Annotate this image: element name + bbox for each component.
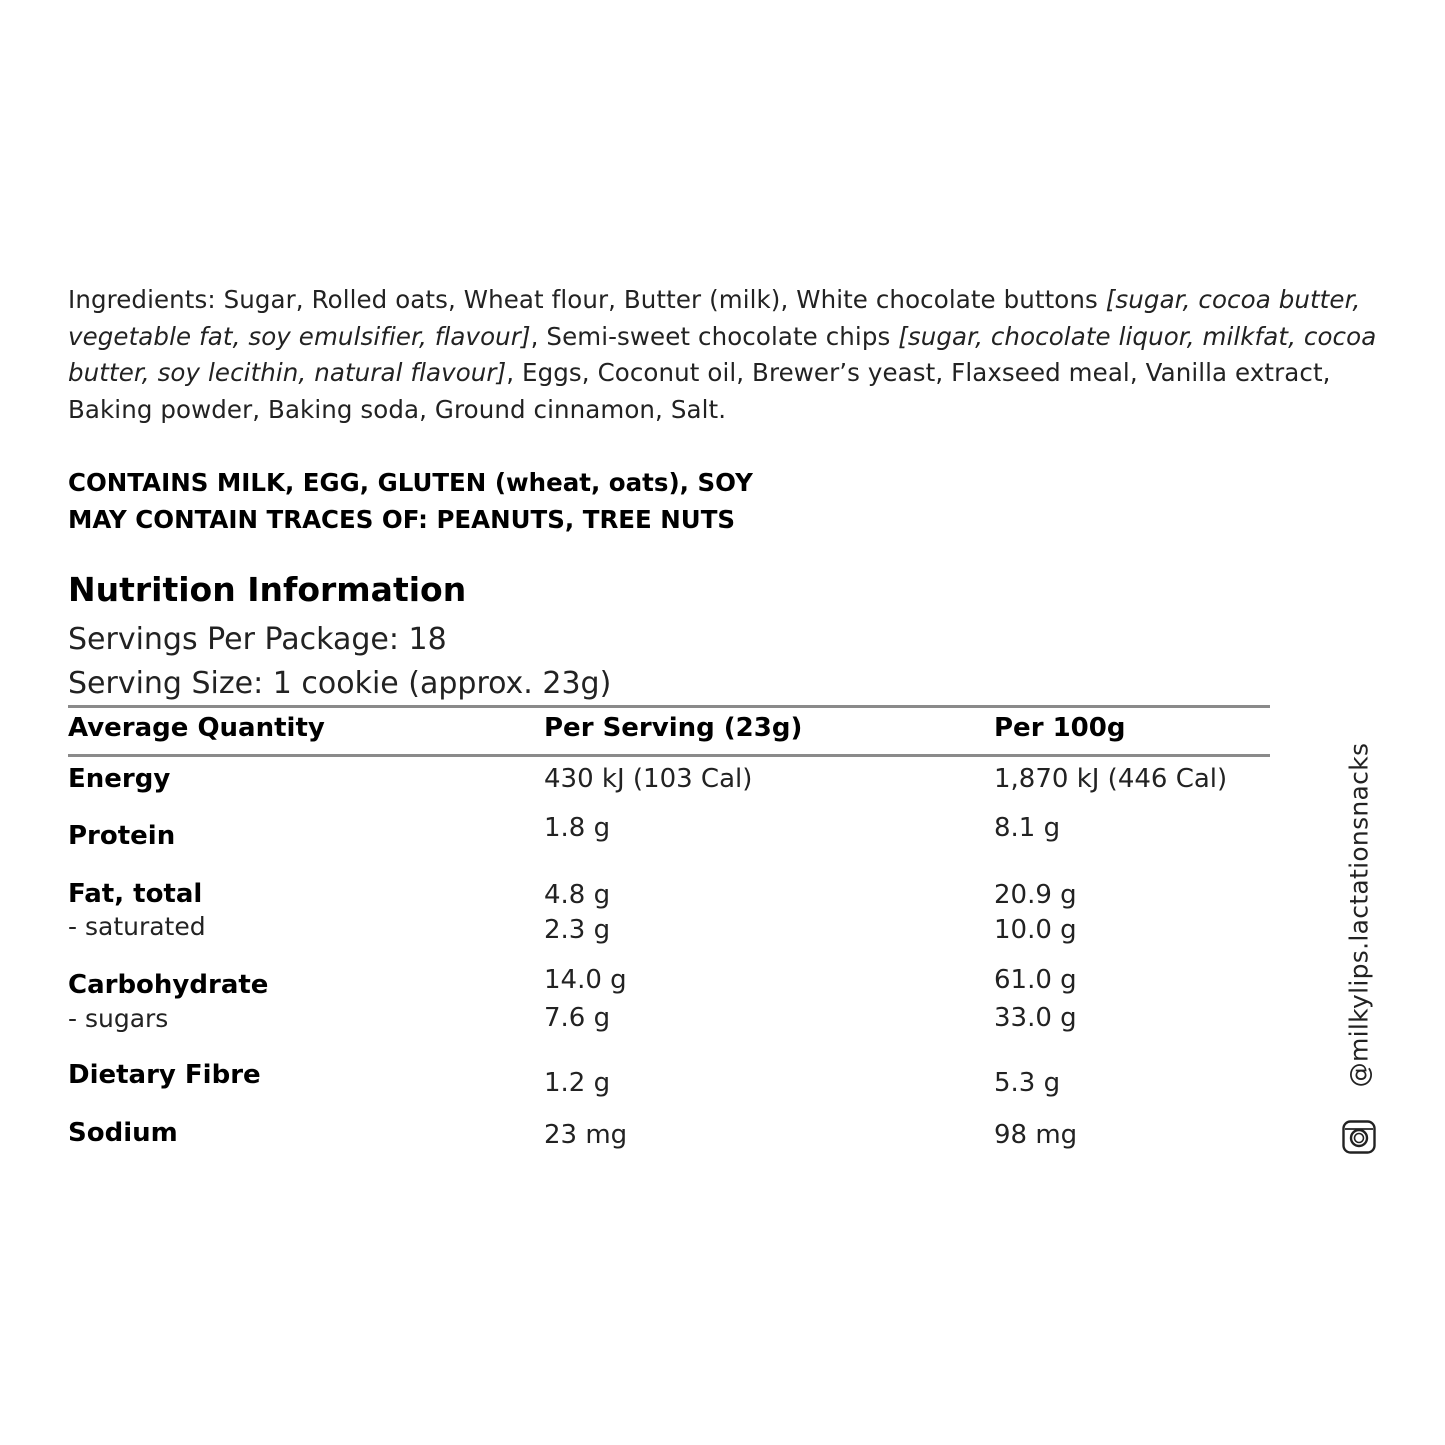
protein-per-100g: 8.1 g [994,813,1061,843]
table-top-rule [68,705,1270,708]
fibre-per-100g: 5.3 g [994,1068,1061,1098]
saturated-per-100g: 10.0 g [994,915,1077,945]
serving-size: Serving Size: 1 cookie (approx. 23g) [68,666,612,701]
carbohydrate-per-serving: 14.0 g [544,965,627,995]
row-name-protein: Protein [68,821,176,851]
energy-per-100g: 1,870 kJ (446 Cal) [994,764,1228,794]
ingredients-part-3: , Eggs, Coconut oil, Brewer’s yeast, Flaxseed meal, Vanilla extract, Baking powder, Baking soda, Ground cinnamon, Salt. [68,358,1331,424]
servings-per-package: Servings Per Package: 18 [68,622,447,657]
contains-allergens: CONTAINS MILK, EGG, GLUTEN (wheat, oats), SOY [68,468,753,497]
instagram-handle: @milkylips.lactationsnacks [1344,742,1374,1088]
protein-per-serving: 1.8 g [544,813,611,843]
may-contain-allergens: MAY CONTAIN TRACES OF: PEANUTS, TREE NUTS [68,505,736,534]
ingredients-text [68,282,1378,428]
row-name-dietary-fibre: Dietary Fibre [68,1060,261,1090]
ingredients-part-2: , Semi-sweet chocolate chips [530,321,899,351]
instagram-icon [1342,1120,1376,1154]
serving-info [68,618,611,706]
row-name-carbohydrate: Carbohydrate [68,970,269,1000]
header-per-100g: Per 100g [994,713,1126,743]
sugars-per-100g: 33.0 g [994,1003,1077,1033]
fat-per-serving: 4.8 g [544,880,611,910]
row-name-fat-total: Fat, total [68,879,203,909]
saturated-per-serving: 2.3 g [544,915,611,945]
header-average-quantity: Average Quantity [68,713,325,743]
sodium-per-serving: 23 mg [544,1120,628,1150]
energy-per-serving: 430 kJ (103 Cal) [544,764,753,794]
table-header-rule [68,754,1270,757]
white-chocolate-ingredients: [sugar, cocoa butter, vegetable fat, soy emulsifier, flavour] [68,285,1361,351]
row-name-energy: Energy [68,764,171,794]
fibre-per-serving: 1.2 g [544,1068,611,1098]
nutrition-title: Nutrition Information [68,570,467,609]
sugars-per-serving: 7.6 g [544,1003,611,1033]
chocolate-chip-ingredients: [sugar, chocolate liquor, milkfat, cocoa butter, soy lecithin, natural flavour] [68,321,1377,387]
sodium-per-100g: 98 mg [994,1120,1078,1150]
row-name-sodium: Sodium [68,1118,178,1148]
ingredients-part-1: Ingredients: Sugar, Rolled oats, Wheat flour, Butter (milk), White chocolate buttons [68,285,1106,314]
row-name-sugars: - sugars [68,1004,169,1033]
row-name-saturated: - saturated [68,912,206,941]
fat-per-100g: 20.9 g [994,880,1077,910]
header-per-serving: Per Serving (23g) [544,713,803,743]
allergen-statement [68,464,1368,538]
carbohydrate-per-100g: 61.0 g [994,965,1077,995]
